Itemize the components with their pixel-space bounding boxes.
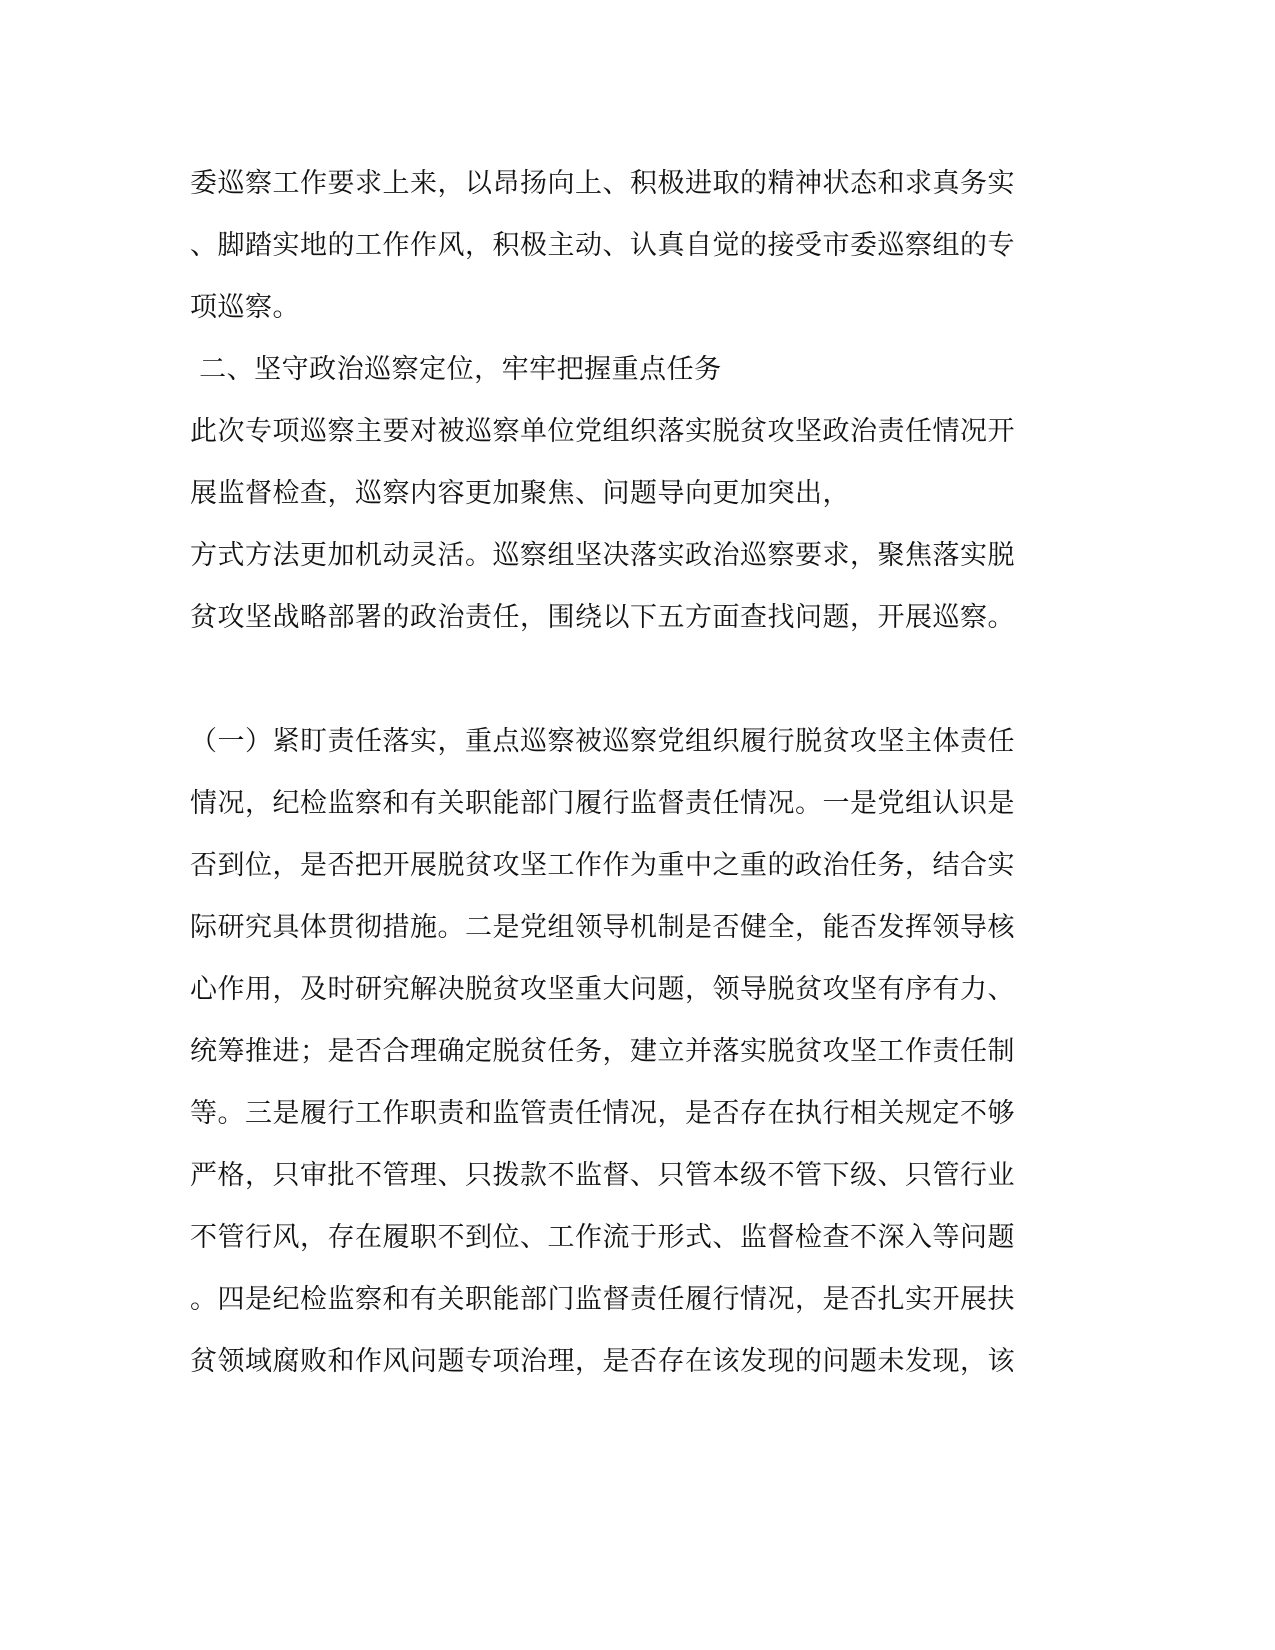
text-line: 贫攻坚战略部署的政治责任，围绕以下五方面查找问题，开展巡察。 xyxy=(190,602,1015,633)
text-line: 展监督检查，巡察内容更加聚焦、问题导向更加突出， xyxy=(190,478,850,509)
text-line: 此次专项巡察主要对被巡察单位党组织落实脱贫攻坚政治责任情况开 xyxy=(190,416,1015,447)
text-line: 方式方法更加机动灵活。巡察组坚决落实政治巡察要求，聚焦落实脱 xyxy=(190,540,1015,571)
text-line: 项巡察。 xyxy=(190,292,300,323)
text-line: 贫领域腐败和作风问题专项治理，是否存在该发现的问题未发现，该 xyxy=(190,1346,1015,1377)
section-heading: 二、坚守政治巡察定位，牢牢把握重点任务 xyxy=(190,354,722,385)
text-line: 严格，只审批不管理、只拨款不监督、只管本级不管下级、只管行业 xyxy=(190,1160,1015,1191)
text-line: 统筹推进；是否合理确定脱贫任务，建立并落实脱贫攻坚工作责任制 xyxy=(190,1036,1015,1067)
text-line: 否到位，是否把开展脱贫攻坚工作作为重中之重的政治任务，结合实 xyxy=(190,850,1015,881)
text-line: 际研究具体贯彻措施。二是党组领导机制是否健全，能否发挥领导核 xyxy=(190,912,1015,943)
text-line: 委巡察工作要求上来，以昂扬向上、积极进取的精神状态和求真务实 xyxy=(190,168,1015,199)
text-line: 情况，纪检监察和有关职能部门履行监督责任情况。一是党组认识是 xyxy=(190,788,1015,819)
text-line: 、脚踏实地的工作作风，积极主动、认真自觉的接受市委巡察组的专 xyxy=(190,230,1015,261)
text-line: 心作用，及时研究解决脱贫攻坚重大问题，领导脱贫攻坚有序有力、 xyxy=(190,974,1015,1005)
subsection-heading-line: （一）紧盯责任落实，重点巡察被巡察党组织履行脱贫攻坚主体责任 xyxy=(190,726,1015,757)
text-line: 。四是纪检监察和有关职能部门监督责任履行情况，是否扎实开展扶 xyxy=(190,1284,1015,1315)
text-line: 不管行风，存在履职不到位、工作流于形式、监督检查不深入等问题 xyxy=(190,1222,1015,1253)
text-line: 等。三是履行工作职责和监管责任情况，是否存在执行相关规定不够 xyxy=(190,1098,1015,1129)
